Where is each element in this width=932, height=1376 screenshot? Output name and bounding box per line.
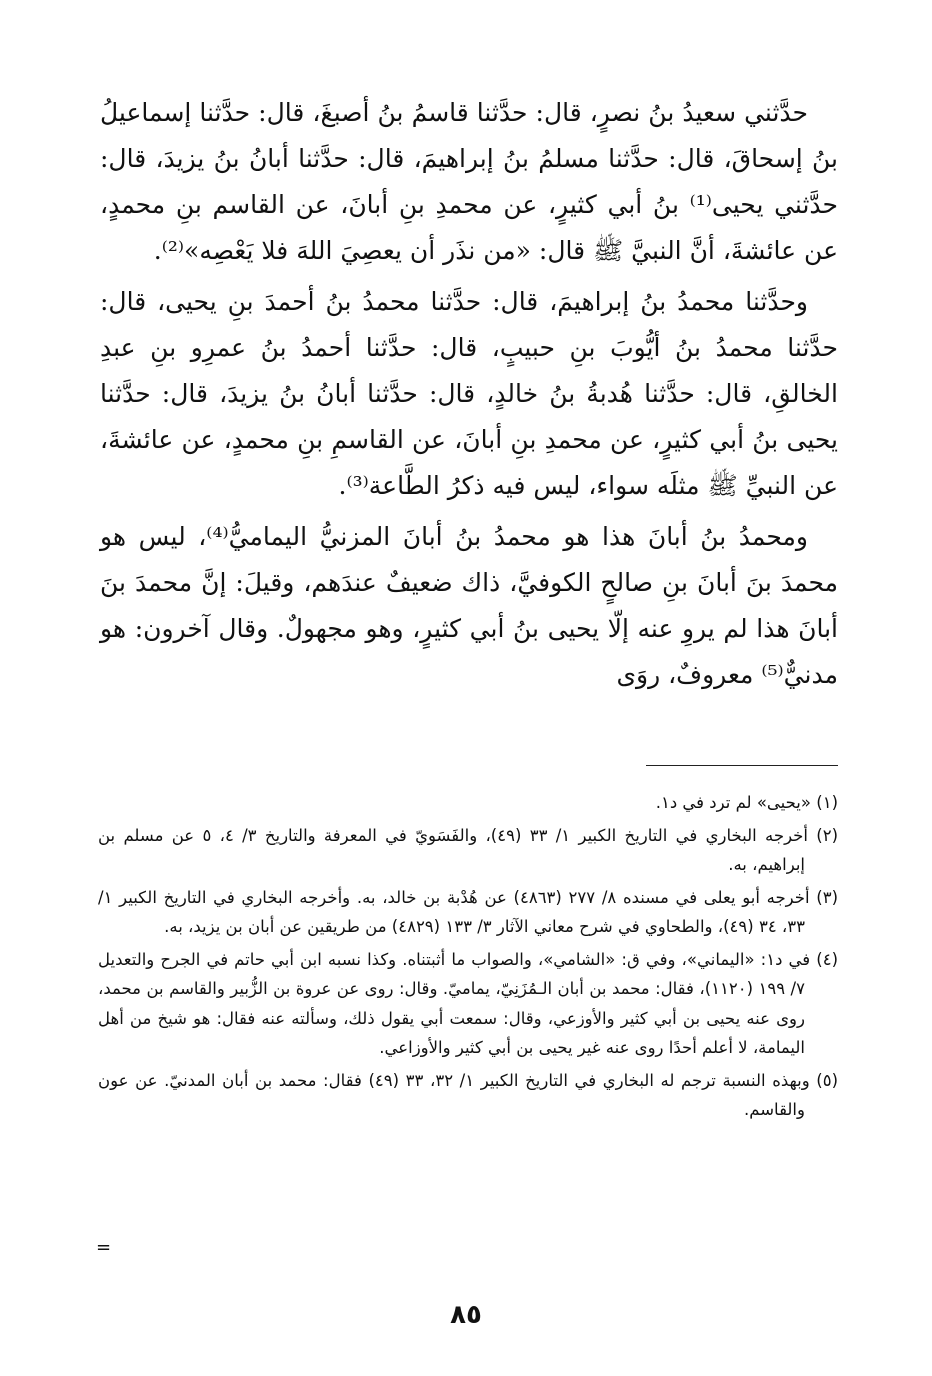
continuation-mark: = xyxy=(96,1237,112,1258)
footnote-separator xyxy=(646,765,838,766)
paragraph: حدَّثني سعيدُ بنُ نصرٍ، قال: حدَّثنا قاسمُ بنُ أصبغَ، قال: حدَّثنا إسماعيلُ بنُ إسحاقَ، قال: حدَّثنا مسلمُ بنُ إبراهيمَ، قال: حدَّثنا أبانُ بنُ يزيدَ، قال: حدَّثني يحيى⁽¹⁾ بنُ أبي كثيرٍ، عن محمدِ بنِ أبانَ، عن القاسم بنِ محمدٍ، عن عائشةَ، أنَّ النبيَّ ﷺ قال: «من نذَر أن يعصِيَ اللهَ فلا يَعْصِه»⁽²⁾. xyxy=(100,98,838,265)
footnotes xyxy=(98,788,838,1128)
paragraph: ومحمدُ بنُ أبانَ هذا هو محمدُ بنُ أبانَ المزنيُّ اليماميُّ⁽⁴⁾، ليس هو محمدَ بنَ أبانَ بنِ صالحٍ الكوفيَّ، ذاك ضعيفٌ عندَهم، وقيلَ: إنَّ محمدَ بنَ أبانَ هذا لم يروِ عنه إلّا يحيى بنُ أبي كثيرٍ، وهو مجهولٌ. وقال آخرون: هو مدنيٌّ⁽⁵⁾ معروفٌ، روَى xyxy=(100,522,838,689)
footnote-2: (٢) أخرجه البخاري في التاريخ الكبير ١/ ٣٣ (٤٩)، والفَسَويّ في المعرفة والتاريخ ٣/ ٤، ٥ عن مسلم بن إبراهيم، به. xyxy=(98,825,839,874)
paragraph: وحدَّثنا محمدُ بنُ إبراهيمَ، قال: حدَّثنا محمدُ بنُ أحمدَ بنِ يحيى، قال: حدَّثنا محمدُ بنُ أيُّوبَ بنِ حبيبٍ، قال: حدَّثنا أحمدُ بنُ عمرِو بنِ عبدِ الخالقِ، قال: حدَّثنا هُدبةُ بنُ خالدٍ، قال: حدَّثنا أبانُ بنُ يزيدَ، قال: حدَّثنا يحيى بنُ أبي كثيرٍ، عن محمدِ بنِ أبانَ، عن القاسمِ بنِ محمدٍ، عن عائشةَ، عن النبيِّ ﷺ مثلَه سواء، ليس فيه ذكرُ الطَّاعة⁽³⁾. xyxy=(100,287,838,500)
main-text xyxy=(100,90,838,703)
footnote-5: (٥) وبهذه النسبة ترجم له البخاري في التاريخ الكبير ١/ ٣٢، ٣٣ (٤٩) فقال: محمد بن أبان المدنيّ. عن عون والقاسم. xyxy=(98,1070,839,1119)
footnote-1: (١) «يحيى» لم ترد في د١. xyxy=(655,793,838,812)
footnote-3: (٣) أخرجه أبو يعلى في مسنده ٨/ ٢٧٧ (٤٨٦٣) عن هُدْبة بن خالد، به. وأخرجه البخاري في التاريخ الكبير ١/ ٣٣، ٣٤ (٤٩)، والطحاوي في شرح معاني الآثار ٣/ ١٣٣ (٤٨٢٩) من طريقين عن أبان بن يزيد، به. xyxy=(98,887,838,936)
page-number: ٨٥ xyxy=(450,1300,482,1330)
footnote-4: (٤) في د١: «اليماني»، وفي ق: «الشامي»، والصواب ما أثبتناه. وكذا نسبه ابن أبي حاتم في الجرح والتعديل ٧/ ١٩٩ (١١٢٠)، فقال: محمد بن أبان الـمُزَنِيّ، يماميّ. وقال: روى عن عروة بن الزُّبير والقاسم بن محمد، روى عنه يحيى بن أبي كثير والأوزعي، وقال: سمعت أبي يقول ذلك، وسألته عنه فقال: هو شيخ من أهل اليمامة، لا أعلم أحدًا روى عنه غير يحيى بن أبي كثير والأوزاعي. xyxy=(98,949,838,1057)
